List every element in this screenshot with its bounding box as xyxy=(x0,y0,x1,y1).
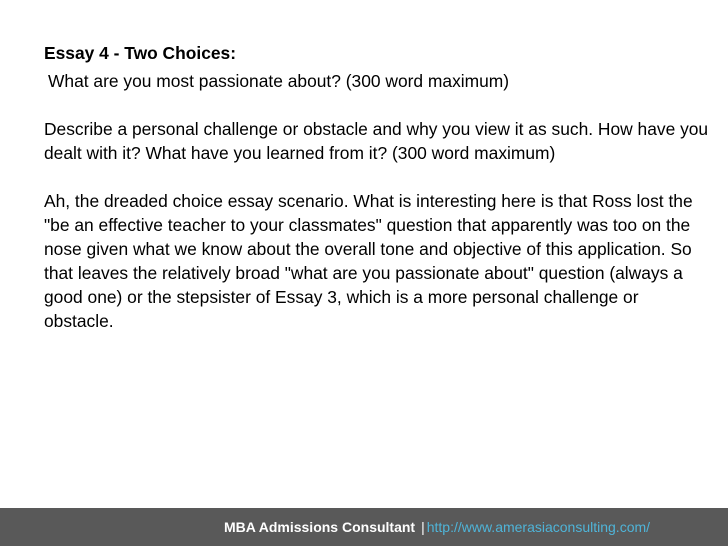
slide-content xyxy=(44,41,712,333)
essay-commentary: Ah, the dreaded choice essay scenario. What is interesting here is that Ross lost the "be an effective teacher to your classmates" question that apparently was too on the nose given what we know about the overall tone and objective of this application. So that leaves the relatively broad "what are you passionate about" question (always a good one) or the stepsister of Essay 3, which is a more personal challenge or obstacle. xyxy=(44,191,693,331)
footer-content xyxy=(224,519,650,535)
footer-separator: | xyxy=(421,519,425,535)
essay-heading: Essay 4 - Two Choices: xyxy=(44,43,237,63)
footer-bar xyxy=(0,508,728,546)
footer-title: MBA Admissions Consultant xyxy=(224,519,416,535)
footer-website-link[interactable]: http://www.amerasiaconsulting.com/ xyxy=(426,519,651,535)
essay-prompt-passion: What are you most passionate about? (300 word maximum) xyxy=(48,71,510,91)
essay-prompt-challenge: Describe a personal challenge or obstacle and why you view it as such. How have you dealt with it? What have you learned from it? (300 word maximum) xyxy=(44,119,709,163)
